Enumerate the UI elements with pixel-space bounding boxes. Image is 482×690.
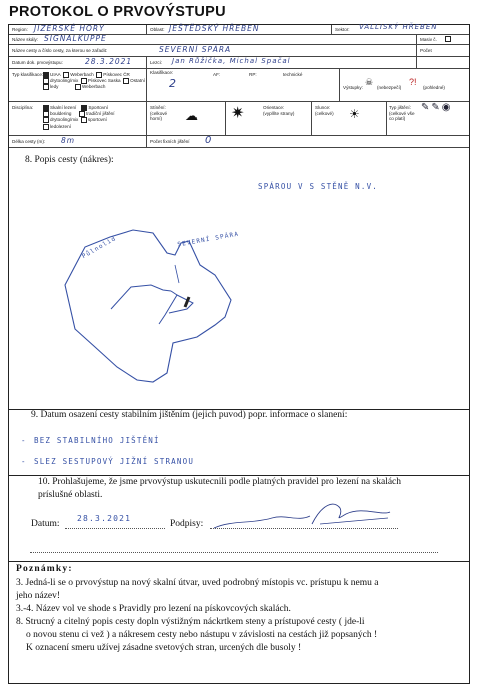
shade-label: Stínění: [150,105,166,110]
section8-note: SPÁROU V S STĚNĚ N.V. [258,182,379,191]
sun-icon: ☀ [349,107,360,121]
signatures [212,494,402,534]
section10-date-label: Datum: [31,519,60,529]
region-label: Region: [12,27,28,32]
notes-item-3: 8. Strucný a citelný popis cesty dopln výstižným náckrtkem steny a prístupové cesty ( jde-li [16,617,365,627]
section10-heading-2: príslušné oblasti. [38,490,103,500]
difficulty-sub: (celkové vše co platí) [389,111,415,121]
discipline-label: Disciplína: [12,105,34,110]
tower-name-value: SIGNALKUPPE [44,34,107,43]
count-label: Počet [420,48,432,53]
notes-heading: Poznámky: [16,564,73,574]
discipline-options: Skalní lezení Sportovní bouldering tradiční jištění drytooling/mix sportovní ledolezení [43,105,114,130]
section9-line2: SLEZ SESTUPOVÝ JIŽNÍ STRANOU [34,457,195,466]
area-label: Oblast: [150,27,165,32]
exposure-label: Výstupky: [343,85,363,90]
shade-icon: ☁ [185,108,198,123]
section10-date-value: 28.3.2021 [77,514,132,523]
notes-item-3b: o novou stenu ci vež ) a nákresem cesty nebo nástupu v závislosti na cestách již popsaných ! [26,630,378,640]
route-name-value: SEVERNÍ SPÁRA [159,45,232,54]
length-label: Délka cesty (m): [12,139,46,144]
notes-item-2: 3.-4. Název vol ve shode s Pravidly pro lezení na pískovcových skalách. [16,604,291,614]
wall-checkbox[interactable] [445,36,451,42]
notes-item-1: 3. Jedná-li se o prvovýstup na nový skalní útvar, uved podrobný místopis vc. prístupu k nemu a [16,578,379,588]
date-value: 28.3.2021 [85,57,133,66]
bolts-label: Počet fixních jištění [150,139,190,144]
grade-label: Klasifikace: [150,70,174,75]
notes-item-3c: K oznacení smeru užívej zásadne svetových stran, urcených dle busoly ! [26,643,302,653]
sun-sub: (celkové) [315,111,334,116]
section9-line1: BEZ STABILNÍHO JIŠTĚNÍ [34,436,160,445]
area-value: JEŠTĚDSKÝ HŘEBEN [169,24,260,33]
warning-icon: ?! [409,77,417,87]
sector-value: VALLISKÝ HŘEBEN [359,23,438,31]
bolts-value: 0 [205,135,213,146]
skull-icon: ☠ [365,77,374,87]
section8-heading: 8. Popis cesty (nákres): [25,155,114,165]
grade-value: 2 [169,77,177,90]
shade-sub: (celkové horní) [150,111,168,121]
sector-label: Sektor: [335,27,350,32]
difficulty-label: Typ jištění: [389,105,411,110]
section9-line2-dash: - [21,457,27,466]
sketch-label-1: Půlnolid [80,234,118,261]
exposure-nebezp: (nebezpečí) [377,85,402,90]
af-label: AF: [213,72,221,77]
wall-label: Masiv č. [420,37,437,42]
sun-label: Slunce: [315,105,331,110]
compass-rose-icon: ✷ [231,105,245,122]
section9-heading: 9. Datum osazení cesty stabilním jištěním (jejich puvod) popr. informace o slanení: [31,410,348,420]
orientation-sub: (vyplňte strany) [263,111,295,116]
section9-line1-dash: - [21,436,27,445]
lead-label: Lezci: [150,60,163,65]
length-value: 8m [61,136,76,145]
type-label: Typ klasifikace: [12,72,44,77]
rp-label: RP: [249,72,257,77]
lead-value: Jan Růžička, Michal Spačal [172,57,291,65]
section10-heading-1: 10. Prohlašujeme, že jsme prvovýstup uskutecnili podle platných pravidel pro lezení na skalách [38,477,402,487]
route-name-label: Název cesty a číslo cesty, za kterou se zařadit: [12,48,108,53]
exposure-pohled: (pohledné) [423,85,445,90]
sketch-label-2: SEVERNÍ SPÁRA [176,230,240,249]
tower-name-label: Název skály: [12,37,39,42]
section10-signatures-label: Podpisy: [170,519,204,529]
date-label: Datum dok. prvovýstupu: [12,60,63,65]
region-value: JIZERSKÉ HORY [34,24,105,33]
type-options: UIAA Weberbach Pískovec ČR drytooling/mix Pískovec Saska Ostatní ledy Weberbach [43,72,145,91]
route-sketch [55,225,245,390]
extra-signature-line [30,552,438,553]
notes-item-1b: jeho název! [16,591,61,601]
orientation-label: Orientace: [263,105,285,110]
type-uiaa-checkbox[interactable] [43,72,49,78]
technical-label: technické [283,72,303,77]
document-title: PROTOKOL O PRVOVÝSTUPU [9,4,226,20]
date-line [65,528,165,529]
protection-icons: ✎✎◉ [421,102,453,113]
